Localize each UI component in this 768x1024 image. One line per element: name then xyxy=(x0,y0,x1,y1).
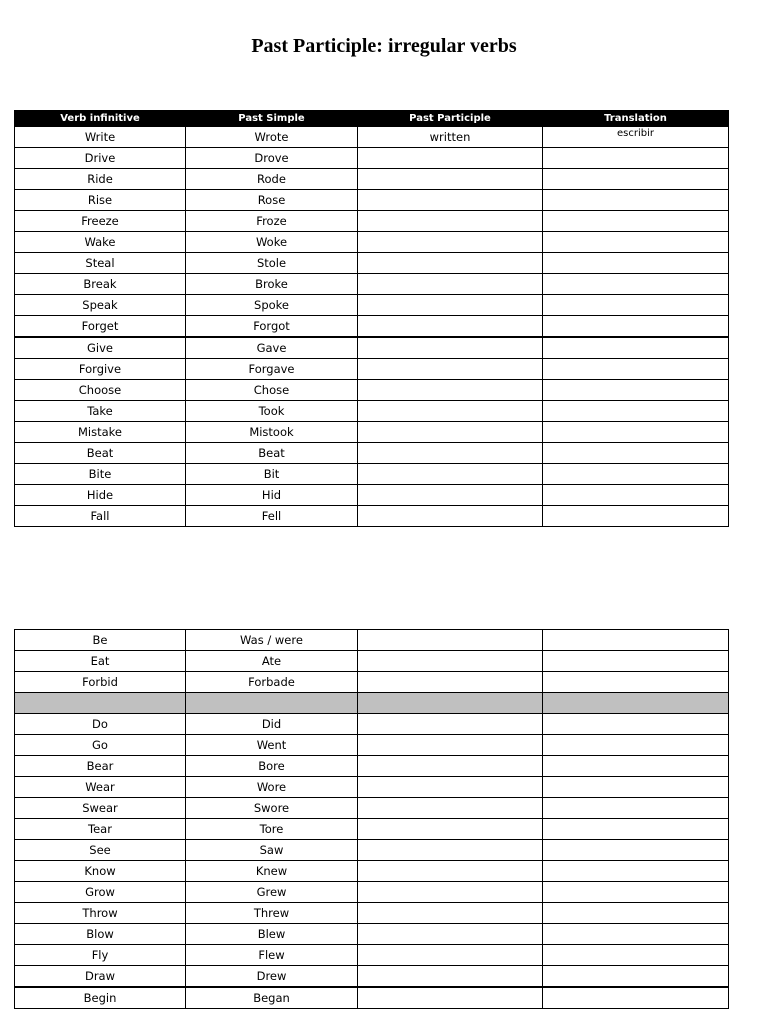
verb-row xyxy=(15,443,729,464)
verb-row xyxy=(15,777,729,798)
verb-row xyxy=(15,924,729,945)
translation-cell[interactable] xyxy=(543,987,729,1009)
past-participle-cell[interactable] xyxy=(358,211,543,232)
verb-row xyxy=(15,274,729,295)
verb-row xyxy=(15,295,729,316)
verb-infinitive-cell xyxy=(15,693,186,714)
verb-infinitive-cell: Wake xyxy=(15,232,186,253)
past-participle-cell[interactable] xyxy=(358,966,543,988)
past-participle-cell[interactable] xyxy=(358,903,543,924)
verb-infinitive-cell: Draw xyxy=(15,966,186,988)
translation-cell[interactable] xyxy=(543,359,729,380)
past-simple-cell: Spoke xyxy=(186,295,358,316)
past-simple-cell: Drove xyxy=(186,148,358,169)
verb-row xyxy=(15,987,729,1009)
past-simple-cell: Grew xyxy=(186,882,358,903)
past-participle-cell[interactable] xyxy=(358,148,543,169)
past-participle-cell[interactable] xyxy=(358,714,543,735)
verb-row xyxy=(15,337,729,359)
verb-row xyxy=(15,380,729,401)
verb-row xyxy=(15,485,729,506)
verb-infinitive-cell: See xyxy=(15,840,186,861)
past-simple-cell: Bit xyxy=(186,464,358,485)
past-participle-cell[interactable] xyxy=(358,380,543,401)
translation-cell[interactable] xyxy=(543,274,729,295)
translation-cell[interactable] xyxy=(543,798,729,819)
verb-row xyxy=(15,735,729,756)
verb-row xyxy=(15,840,729,861)
translation-cell[interactable] xyxy=(543,714,729,735)
past-participle-cell[interactable] xyxy=(358,777,543,798)
translation-cell[interactable] xyxy=(543,295,729,316)
verb-infinitive-cell: Forbid xyxy=(15,672,186,693)
translation-cell[interactable] xyxy=(543,211,729,232)
verb-table-2 xyxy=(14,629,729,1009)
past-participle-cell[interactable] xyxy=(358,672,543,693)
translation-cell[interactable] xyxy=(543,819,729,840)
translation-cell[interactable] xyxy=(543,464,729,485)
past-simple-cell: Forgot xyxy=(186,316,358,338)
past-participle-cell[interactable] xyxy=(358,840,543,861)
verb-row xyxy=(15,882,729,903)
verb-row xyxy=(15,401,729,422)
past-participle-cell[interactable] xyxy=(358,169,543,190)
verb-infinitive-cell: Forgive xyxy=(15,359,186,380)
verb-infinitive-cell: Speak xyxy=(15,295,186,316)
past-simple-cell: Began xyxy=(186,987,358,1009)
translation-cell[interactable] xyxy=(543,945,729,966)
past-participle-cell[interactable] xyxy=(358,316,543,338)
past-participle-cell[interactable] xyxy=(358,735,543,756)
verb-infinitive-cell: Eat xyxy=(15,651,186,672)
separator-row xyxy=(15,693,729,714)
verb-row xyxy=(15,903,729,924)
past-simple-cell: Forbade xyxy=(186,672,358,693)
verb-infinitive-cell: Fly xyxy=(15,945,186,966)
translation-cell[interactable] xyxy=(543,148,729,169)
verb-row xyxy=(15,464,729,485)
past-simple-cell: Swore xyxy=(186,798,358,819)
verb-infinitive-cell: Steal xyxy=(15,253,186,274)
translation-cell[interactable] xyxy=(543,630,729,651)
verb-infinitive-cell: Break xyxy=(15,274,186,295)
verb-infinitive-cell: Know xyxy=(15,861,186,882)
past-participle-cell[interactable] xyxy=(358,756,543,777)
translation-cell[interactable] xyxy=(543,485,729,506)
past-participle-cell[interactable] xyxy=(358,485,543,506)
verb-row xyxy=(15,630,729,651)
verb-row xyxy=(15,232,729,253)
verb-row xyxy=(15,169,729,190)
verb-table-1 xyxy=(14,110,729,527)
translation-cell[interactable] xyxy=(543,253,729,274)
past-participle-cell[interactable] xyxy=(358,693,543,714)
translation-cell[interactable] xyxy=(543,337,729,359)
verb-infinitive-cell: Hide xyxy=(15,485,186,506)
verb-row xyxy=(15,966,729,988)
translation-cell[interactable]: escribir xyxy=(543,127,729,148)
past-simple-cell: Forgave xyxy=(186,359,358,380)
past-simple-cell: Went xyxy=(186,735,358,756)
past-participle-cell[interactable] xyxy=(358,253,543,274)
past-participle-cell[interactable] xyxy=(358,987,543,1009)
past-simple-cell: Beat xyxy=(186,443,358,464)
translation-cell[interactable] xyxy=(543,924,729,945)
past-participle-cell[interactable] xyxy=(358,882,543,903)
past-participle-cell[interactable] xyxy=(358,630,543,651)
past-simple-cell: Saw xyxy=(186,840,358,861)
past-participle-cell[interactable] xyxy=(358,651,543,672)
verb-row xyxy=(15,359,729,380)
verb-infinitive-cell: Wear xyxy=(15,777,186,798)
verb-infinitive-cell: Write xyxy=(15,127,186,148)
past-simple-cell: Froze xyxy=(186,211,358,232)
past-participle-cell[interactable] xyxy=(358,506,543,527)
verb-infinitive-cell: Give xyxy=(15,337,186,359)
translation-cell[interactable] xyxy=(543,840,729,861)
past-simple-cell: Fell xyxy=(186,506,358,527)
verb-infinitive-cell: Beat xyxy=(15,443,186,464)
translation-cell[interactable] xyxy=(543,966,729,988)
past-simple-cell: Threw xyxy=(186,903,358,924)
past-simple-cell: Blew xyxy=(186,924,358,945)
verb-infinitive-cell: Rise xyxy=(15,190,186,211)
past-simple-cell: Took xyxy=(186,401,358,422)
past-simple-cell: Mistook xyxy=(186,422,358,443)
past-participle-cell[interactable] xyxy=(358,798,543,819)
translation-cell[interactable] xyxy=(543,380,729,401)
past-participle-cell[interactable] xyxy=(358,443,543,464)
verb-row xyxy=(15,253,729,274)
verb-infinitive-cell: Drive xyxy=(15,148,186,169)
translation-cell[interactable] xyxy=(543,735,729,756)
past-simple-cell xyxy=(186,693,358,714)
verb-infinitive-cell: Fall xyxy=(15,506,186,527)
verb-infinitive-cell: Be xyxy=(15,630,186,651)
past-simple-cell: Tore xyxy=(186,819,358,840)
past-simple-cell: Was / were xyxy=(186,630,358,651)
past-participle-cell[interactable] xyxy=(358,819,543,840)
translation-cell[interactable] xyxy=(543,861,729,882)
verb-infinitive-cell: Bear xyxy=(15,756,186,777)
past-simple-cell: Drew xyxy=(186,966,358,988)
translation-cell[interactable] xyxy=(543,903,729,924)
verb-row xyxy=(15,756,729,777)
verb-row xyxy=(15,714,729,735)
verb-infinitive-cell: Forget xyxy=(15,316,186,338)
past-simple-cell: Chose xyxy=(186,380,358,401)
verb-row xyxy=(15,651,729,672)
past-participle-cell[interactable] xyxy=(358,401,543,422)
past-participle-cell[interactable] xyxy=(358,232,543,253)
past-simple-cell: Rode xyxy=(186,169,358,190)
translation-cell[interactable] xyxy=(543,777,729,798)
verb-infinitive-cell: Begin xyxy=(15,987,186,1009)
verb-row xyxy=(15,819,729,840)
past-participle-cell[interactable] xyxy=(358,190,543,211)
translation-cell[interactable] xyxy=(543,169,729,190)
verb-row xyxy=(15,127,729,148)
translation-cell[interactable] xyxy=(543,401,729,422)
past-participle-cell[interactable] xyxy=(358,422,543,443)
past-simple-cell: Hid xyxy=(186,485,358,506)
verb-row xyxy=(15,422,729,443)
translation-cell[interactable] xyxy=(543,756,729,777)
past-simple-cell: Ate xyxy=(186,651,358,672)
verb-infinitive-cell: Mistake xyxy=(15,422,186,443)
verb-infinitive-cell: Bite xyxy=(15,464,186,485)
verb-infinitive-cell: Swear xyxy=(15,798,186,819)
verb-infinitive-cell: Freeze xyxy=(15,211,186,232)
verb-row xyxy=(15,316,729,338)
verb-infinitive-cell: Do xyxy=(15,714,186,735)
past-simple-cell: Knew xyxy=(186,861,358,882)
past-simple-cell: Flew xyxy=(186,945,358,966)
translation-cell[interactable] xyxy=(543,882,729,903)
header-translation: Translation xyxy=(543,111,729,127)
past-simple-cell: Did xyxy=(186,714,358,735)
header-verb-infinitive: Verb infinitive xyxy=(15,111,186,127)
past-simple-cell: Wrote xyxy=(186,127,358,148)
page-title: Past Participle: irregular verbs xyxy=(251,35,517,57)
past-participle-cell[interactable] xyxy=(358,945,543,966)
translation-cell[interactable] xyxy=(543,443,729,464)
past-participle-cell[interactable] xyxy=(358,295,543,316)
past-simple-cell: Broke xyxy=(186,274,358,295)
verb-row xyxy=(15,211,729,232)
verb-infinitive-cell: Go xyxy=(15,735,186,756)
translation-cell[interactable] xyxy=(543,651,729,672)
verb-infinitive-cell: Choose xyxy=(15,380,186,401)
past-simple-cell: Rose xyxy=(186,190,358,211)
past-simple-cell: Wore xyxy=(186,777,358,798)
past-participle-cell[interactable] xyxy=(358,861,543,882)
translation-cell[interactable] xyxy=(543,422,729,443)
translation-cell[interactable] xyxy=(543,232,729,253)
verb-row xyxy=(15,506,729,527)
verb-row xyxy=(15,148,729,169)
translation-cell[interactable] xyxy=(543,506,729,527)
past-participle-cell[interactable] xyxy=(358,359,543,380)
past-participle-cell[interactable] xyxy=(358,337,543,359)
header-past-participle: Past Participle xyxy=(358,111,543,127)
verb-row xyxy=(15,672,729,693)
verb-infinitive-cell: Grow xyxy=(15,882,186,903)
verb-row xyxy=(15,798,729,819)
header-past-simple: Past Simple xyxy=(186,111,358,127)
verb-row xyxy=(15,190,729,211)
translation-cell[interactable] xyxy=(543,190,729,211)
past-participle-cell[interactable]: written xyxy=(358,127,543,148)
verb-row xyxy=(15,861,729,882)
past-simple-cell: Bore xyxy=(186,756,358,777)
verb-row xyxy=(15,945,729,966)
past-simple-cell: Woke xyxy=(186,232,358,253)
past-simple-cell: Gave xyxy=(186,337,358,359)
verb-infinitive-cell: Tear xyxy=(15,819,186,840)
translation-cell[interactable] xyxy=(543,316,729,338)
verb-infinitive-cell: Throw xyxy=(15,903,186,924)
translation-cell[interactable] xyxy=(543,693,729,714)
past-simple-cell: Stole xyxy=(186,253,358,274)
past-participle-cell[interactable] xyxy=(358,464,543,485)
past-participle-cell[interactable] xyxy=(358,274,543,295)
verb-infinitive-cell: Take xyxy=(15,401,186,422)
verb-infinitive-cell: Blow xyxy=(15,924,186,945)
verb-infinitive-cell: Ride xyxy=(15,169,186,190)
header-row xyxy=(15,111,729,127)
past-participle-cell[interactable] xyxy=(358,924,543,945)
translation-cell[interactable] xyxy=(543,672,729,693)
